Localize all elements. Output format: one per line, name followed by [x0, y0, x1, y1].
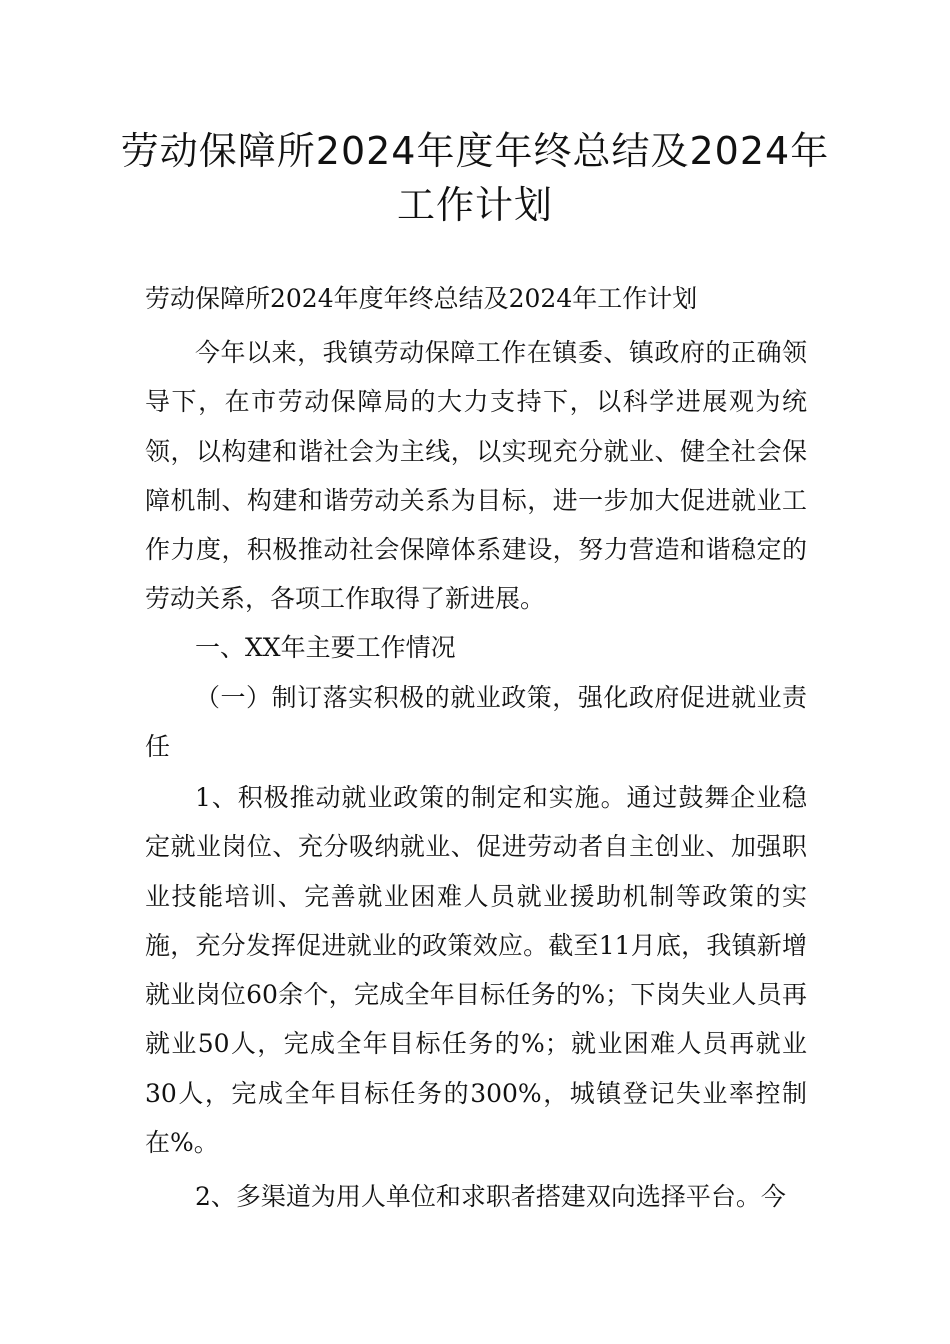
section-heading-1: 一、XX年主要工作情况	[195, 633, 456, 662]
paragraph-item-2: 2、多渠道为用人单位和求职者搭建双向选择平台。今	[195, 1182, 786, 1211]
paragraph-intro: 今年以来，我镇劳动保障工作在镇委、镇政府的正确领导下，在市劳动保障局的大力支持下，以科学进展观为统领，以构建和谐社会为主线，以实现充分就业、健全社会保障机制、构建和谐劳动关系为目标，进一步加大促进就业工作力度，积极推动社会保障体系建设，努力营造和谐稳定的劳动关系，各项工作取得了新进展。	[145, 338, 807, 614]
document-subtitle: 劳动保障所2024年度年终总结及2024年工作计划	[145, 284, 698, 313]
subsection-heading-1: （一）制订落实积极的就业政策，强化政府促进就业责任	[145, 683, 807, 762]
paragraph-item-1: 1、积极推动就业政策的制定和实施。通过鼓舞企业稳定就业岗位、充分吸纳就业、促进劳动者自主创业、加强职业技能培训、完善就业困难人员就业援助机制等政策的实施，充分发挥促进就业的政策效应。截至11月底，我镇新增就业岗位60余个，完成全年目标任务的%；下岗失业人员再就业50人，完成全年目标任务的%；就业困难人员再就业30人，完成全年目标任务的300%，城镇登记失业率控制在%。	[145, 783, 807, 1158]
document-title: 劳动保障所2024年度年终总结及2024年工作计划	[120, 129, 830, 227]
